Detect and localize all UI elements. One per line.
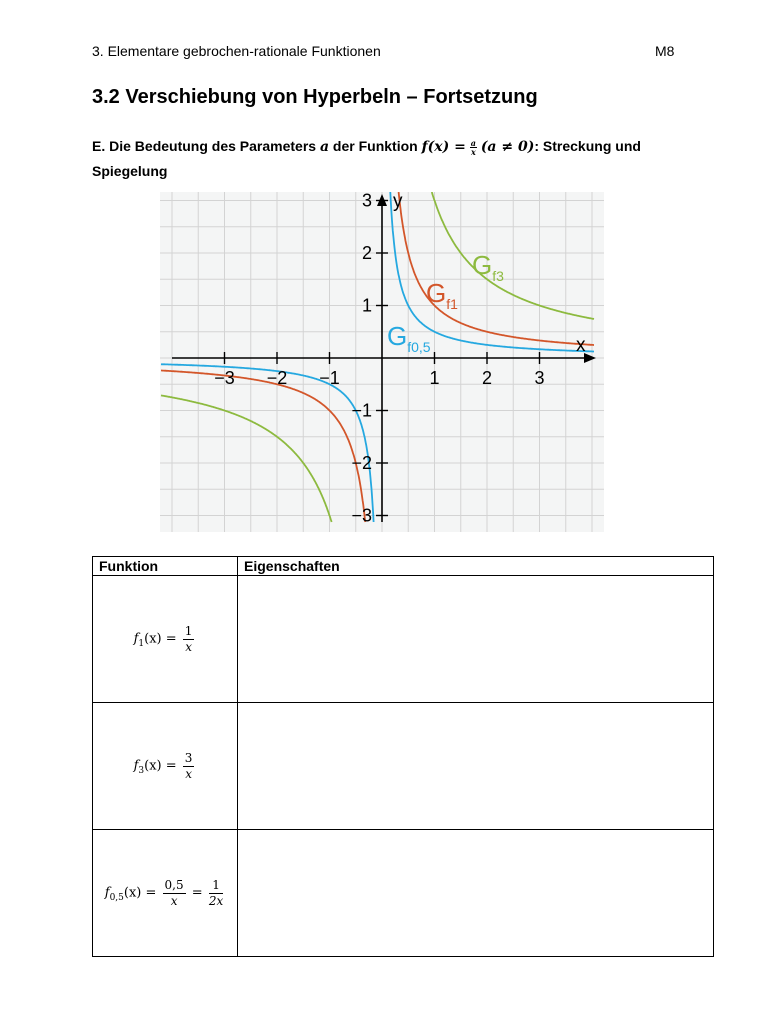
fn-name: f — [104, 885, 110, 901]
header-chapter: 3. Elementare gebrochen-rationale Funktionen — [92, 43, 381, 59]
properties-cell-f05[interactable] — [238, 830, 714, 957]
y-tick-label: −3 — [351, 505, 372, 526]
fn-frac-den: x — [170, 893, 178, 908]
function-cell-f3 — [93, 703, 238, 830]
column-header-function: Funktion — [93, 557, 238, 576]
y-tick-label: −2 — [351, 453, 372, 473]
fn-frac2-num: 1 — [209, 878, 223, 893]
function-cell-f05 — [93, 830, 238, 957]
y-tick-label: 3 — [361, 192, 372, 211]
y-axis-label: y — [393, 192, 403, 212]
subtitle-fraction — [470, 139, 477, 156]
fn-arg: (x) = — [144, 631, 177, 647]
fn-name: f — [133, 758, 139, 774]
subtitle-prefix: E. Die Bedeutung des Parameters — [92, 138, 320, 154]
y-tick-label: 2 — [361, 243, 372, 263]
fn-sub: 3 — [138, 766, 145, 777]
curve-label-gf3-main: G — [472, 250, 493, 280]
fn-frac-num: 3 — [184, 751, 193, 766]
fn-frac-num: 1 — [184, 624, 193, 639]
curve-label-gf05-sub: f0,5 — [407, 339, 431, 355]
x-tick-label: 2 — [481, 368, 493, 388]
fn-frac-den: x — [185, 639, 192, 654]
section-title: 3.2 Verschiebung von Hyperbeln – Fortsetzung — [92, 86, 538, 108]
subtitle-middle: der Funktion — [329, 138, 422, 154]
properties-cell-f3[interactable] — [238, 703, 714, 830]
fn-name: f — [133, 631, 139, 647]
curve-label-gf1-main: G — [426, 278, 447, 308]
fn-sub: 0,5 — [109, 893, 124, 904]
section-subtitle — [92, 134, 702, 183]
fn-frac-num: 0,5 — [164, 878, 184, 893]
y-tick-label: −1 — [351, 400, 372, 421]
function-cell-f1 — [93, 576, 238, 703]
y-tick-label: 1 — [361, 295, 372, 316]
fn-fraction — [183, 624, 195, 654]
fn-frac2-den: 2x — [208, 893, 224, 908]
subtitle-suffix: : Streckung und Spiegelung — [92, 138, 641, 179]
fn-fraction-2 — [209, 878, 223, 908]
curve-label-gf3-sub: f3 — [492, 268, 504, 284]
table-row — [93, 830, 714, 957]
subtitle-condition: (a ≠ 0) — [480, 139, 535, 155]
properties-table — [92, 556, 714, 957]
x-tick-label: 3 — [534, 368, 545, 388]
x-tick-label: −1 — [319, 368, 340, 388]
properties-cell-f1[interactable] — [238, 576, 714, 703]
fn-fraction — [163, 878, 186, 908]
subtitle-param: a — [319, 139, 330, 155]
curve-label-gf05-main: G — [387, 321, 408, 351]
fn-eq2: = — [191, 885, 203, 901]
x-tick-label: −3 — [214, 368, 235, 388]
subtitle-frac-num: a — [470, 137, 476, 148]
fn-fraction — [183, 751, 195, 781]
subtitle-func: f(x) = — [421, 139, 466, 155]
fn-arg: (x) = — [123, 885, 157, 901]
hyperbola-graph — [160, 192, 604, 532]
curve-label-gf1-sub: f1 — [446, 296, 458, 312]
x-tick-label: −2 — [266, 368, 288, 388]
column-header-properties: Eigenschaften — [238, 557, 714, 576]
table-row — [93, 576, 714, 703]
header-code: M8 — [655, 43, 675, 59]
x-axis-label: x — [576, 335, 586, 356]
fn-arg: (x) = — [144, 758, 177, 774]
table-header-row — [93, 557, 714, 576]
x-tick-label: 1 — [429, 368, 440, 388]
fn-sub: 1 — [138, 639, 145, 650]
fn-frac-den: x — [185, 766, 192, 781]
subtitle-frac-den: x — [470, 146, 476, 157]
table-row — [93, 703, 714, 830]
